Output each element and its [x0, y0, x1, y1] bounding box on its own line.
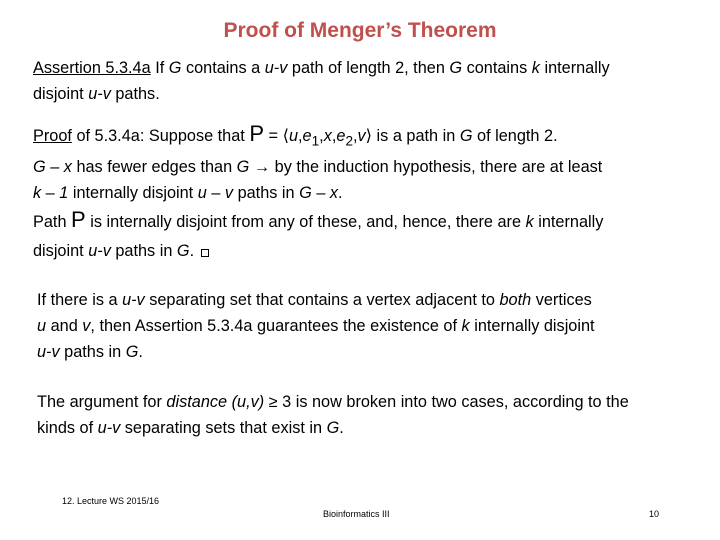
proof-label: Proof	[33, 127, 72, 145]
assertion-line-2: disjoint u-v paths.	[33, 85, 160, 103]
distance-paragraph: The argument for distance (u,v) ≥ 3 is now broken into two cases, according to the kinds of u-v separating sets that exist in G.	[37, 393, 629, 437]
footer-course: Bioinformatics III	[323, 509, 390, 519]
footer-lecture: 12. Lecture WS 2015/16	[62, 496, 160, 506]
assertion-paragraph	[33, 55, 610, 107]
qed-square-icon	[201, 249, 209, 257]
assertion-label: Assertion 5.3.4a	[33, 59, 151, 77]
path-line-1: Path P is internally disjoint from any of these, and, hence, there are k internally	[33, 207, 604, 232]
path-symbol: P	[249, 121, 265, 146]
path-symbol: P	[71, 207, 86, 232]
proof-line-2: G – x has fewer edges than G → by the induction hypothesis, there are at least	[33, 158, 603, 177]
separating-set-paragraph: If there is a u-v separating set that contains a vertex adjacent to both vertices u and v, then Assertion 5.3.4a guarantees the existence of k internally disjoint u-v paths in G.	[37, 291, 595, 361]
proof-line-3: k – 1 internally disjoint u – v paths in G – x.	[33, 184, 343, 203]
proof-line-1: Proof of 5.3.4a: Suppose that $P = ⟨u,e_1,x,e_2,v⟩$ is a path in G of length 2.	[33, 121, 558, 149]
proof-paragraph	[33, 123, 602, 206]
slide-title: Proof of Menger’s Theorem	[223, 19, 497, 42]
assertion-line-1: Assertion 5.3.4a If G contains a u-v path of length 2, then G contains k internally	[33, 59, 610, 77]
footer-page-number: 10	[649, 509, 660, 519]
path-paragraph	[33, 209, 603, 264]
path-line-2: disjoint u-v paths in G.	[33, 238, 603, 264]
